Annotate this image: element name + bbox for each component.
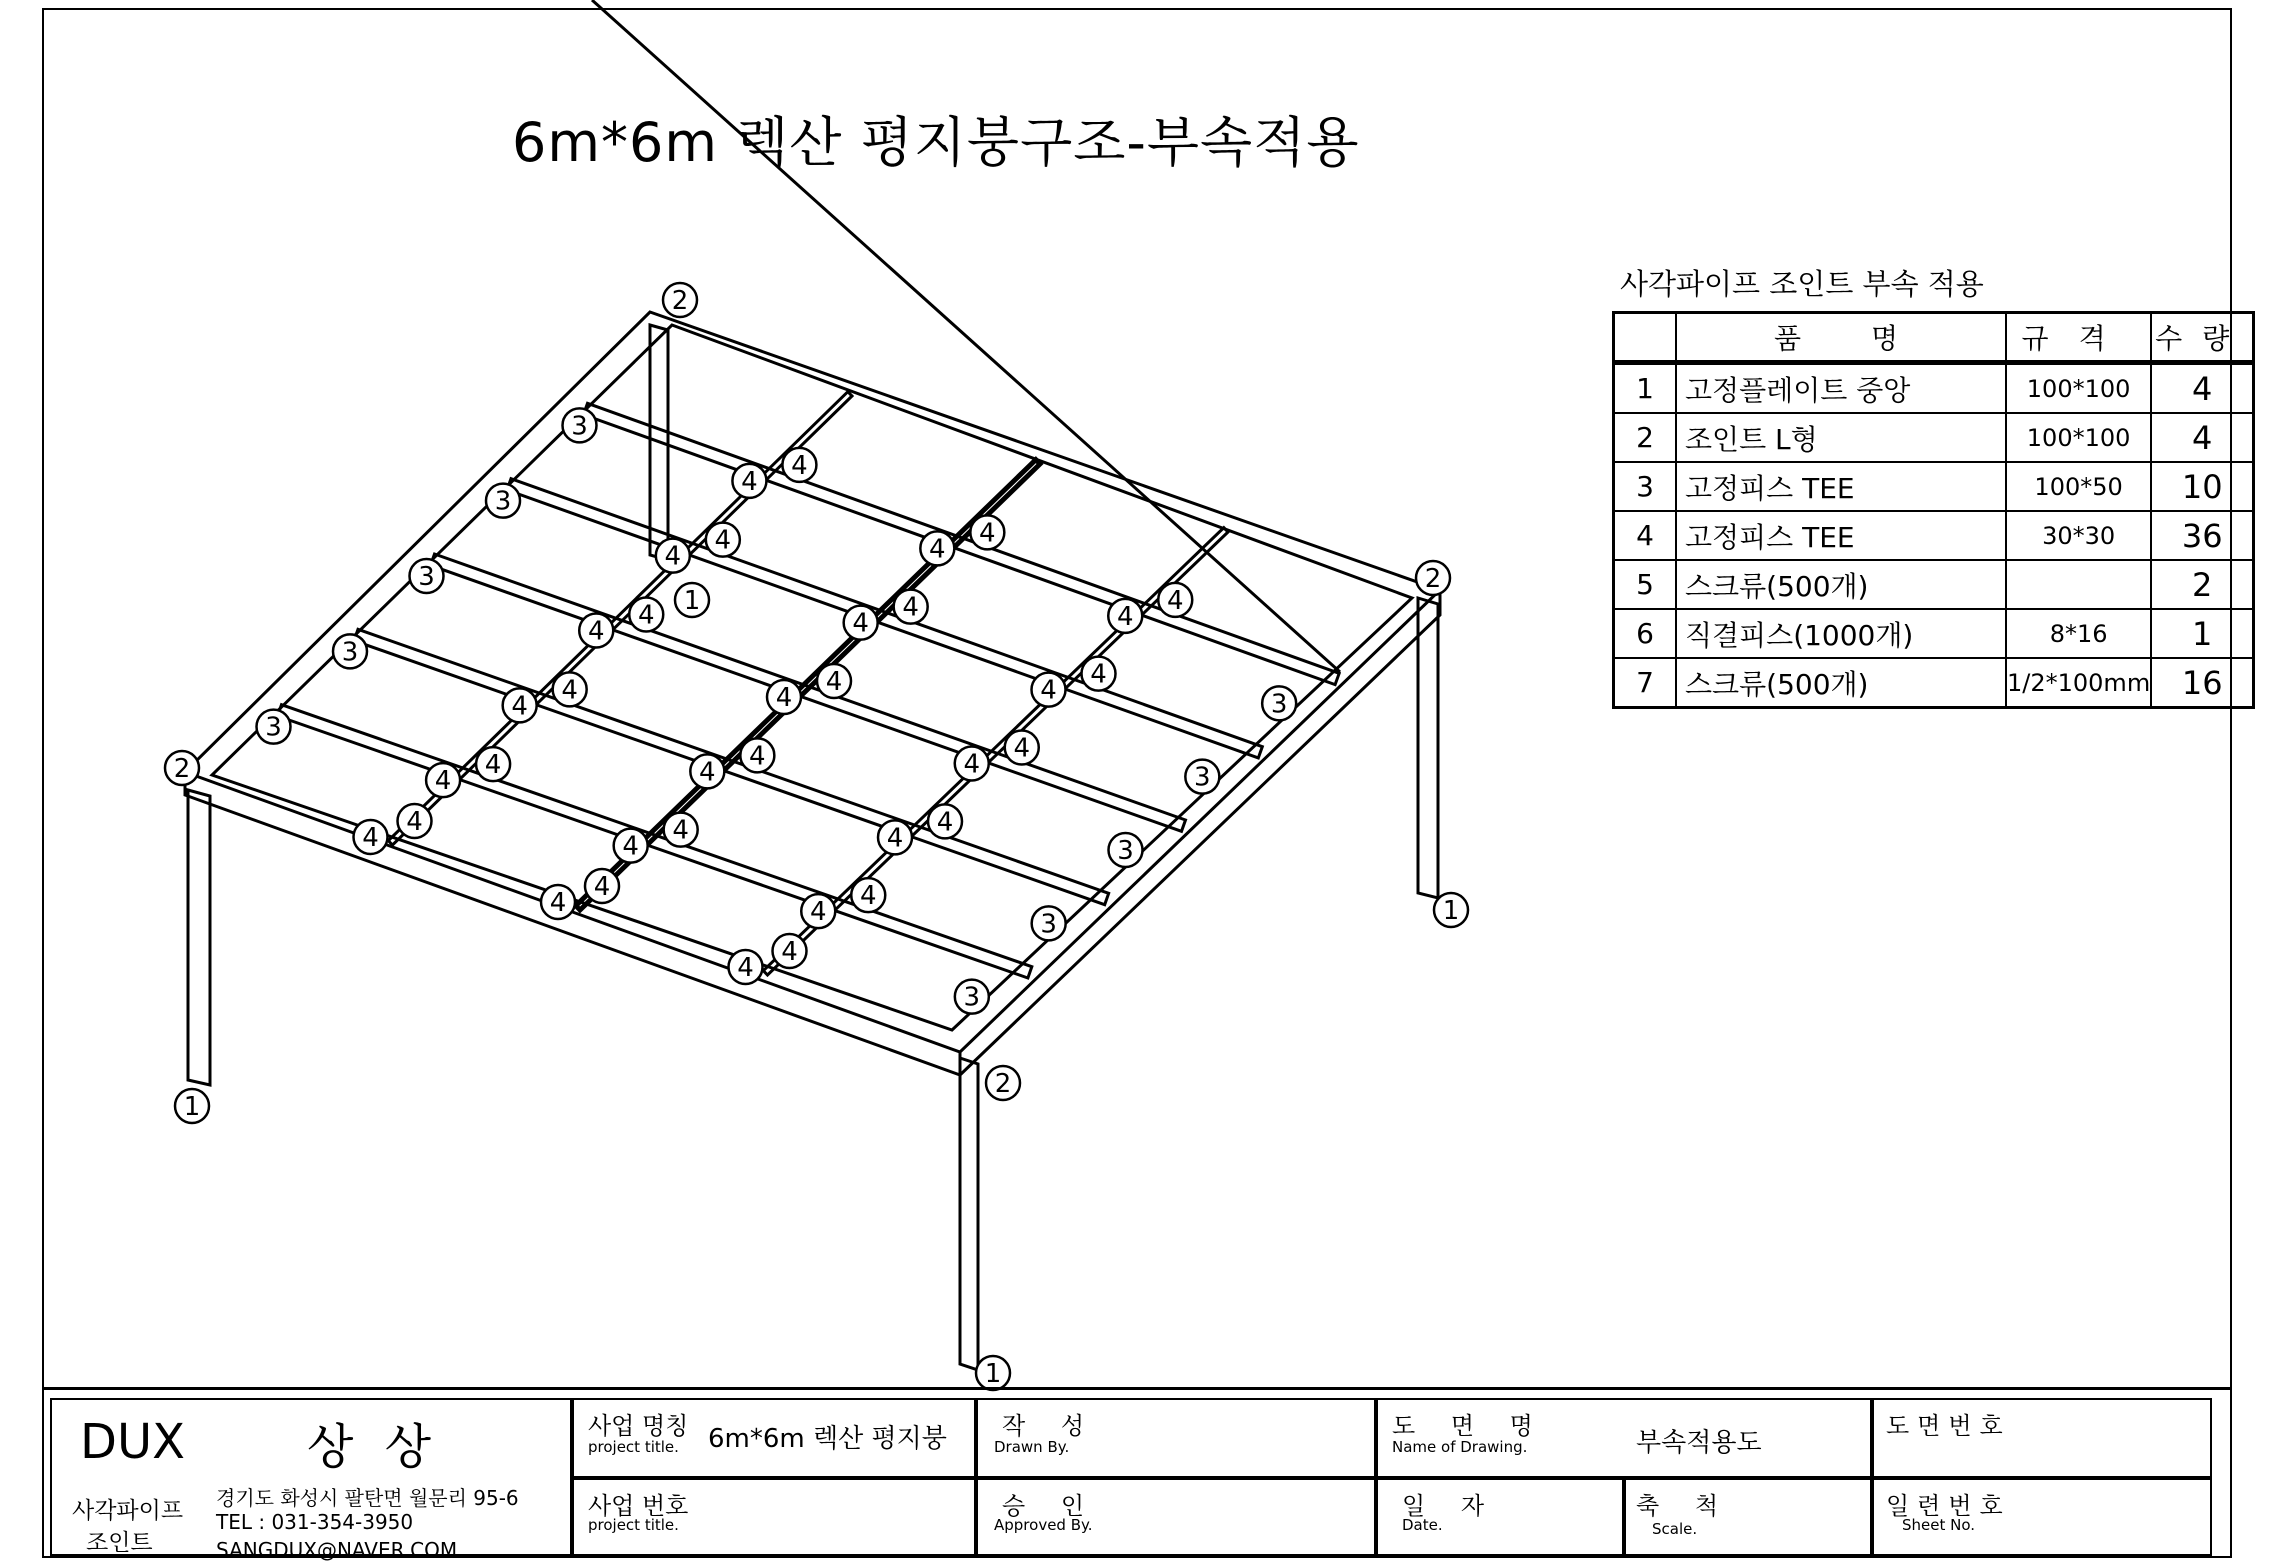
callout-tee-small xyxy=(426,763,460,797)
svg-text:4: 4 xyxy=(886,823,904,854)
svg-text:1: 1 xyxy=(183,1092,201,1122)
svg-text:4: 4 xyxy=(859,881,877,912)
svg-text:4: 4 xyxy=(561,675,578,706)
bom-name: 고정피스 TEE xyxy=(1676,462,2006,511)
bom-row xyxy=(1614,363,2254,414)
callout-corner-joint xyxy=(165,751,199,785)
product-line-1: 사각파이프 xyxy=(72,1498,184,1524)
callout-fixing-plate xyxy=(175,1089,209,1123)
svg-text:4: 4 xyxy=(825,667,843,697)
svg-text:3: 3 xyxy=(1270,689,1288,720)
callout-tee-small xyxy=(844,606,878,640)
svg-text:1: 1 xyxy=(1442,896,1460,926)
svg-text:3: 3 xyxy=(1194,762,1211,793)
callout-tee-small xyxy=(706,523,740,557)
callout-tee-small xyxy=(1082,657,1116,691)
project-title-label: 사업 명칭 xyxy=(588,1412,689,1440)
bom-row xyxy=(1614,511,2254,560)
callout-tee-small xyxy=(1108,599,1142,633)
scale-label-en: Scale. xyxy=(1652,1520,1698,1538)
callout-tee-small xyxy=(664,813,698,847)
callout-tee-small xyxy=(1032,673,1066,707)
drawing-no-label: 도면번호 xyxy=(1886,1412,2011,1440)
svg-text:4: 4 xyxy=(741,466,758,497)
drawn-by-label-en: Drawn By. xyxy=(994,1438,1070,1456)
svg-text:4: 4 xyxy=(511,691,528,722)
bom-row xyxy=(1614,462,2254,511)
drawn-by-cell xyxy=(976,1398,1376,1478)
bom-table xyxy=(1612,311,2255,709)
company-name: 상 상 xyxy=(307,1419,439,1475)
approved-by-label-en: Approved By. xyxy=(994,1516,1093,1534)
svg-text:4: 4 xyxy=(749,741,766,772)
callout-tee-main xyxy=(486,484,520,518)
callout-tee-small xyxy=(585,869,619,903)
svg-text:4: 4 xyxy=(587,616,605,647)
callout-tee-small xyxy=(767,680,801,714)
bom-no: 1 xyxy=(1614,363,1677,414)
bom-header-spec: 규격 xyxy=(2006,313,2151,363)
callout-fixing-plate xyxy=(976,1356,1010,1390)
svg-text:4: 4 xyxy=(1090,659,1107,690)
callout-tee-small xyxy=(614,829,648,863)
callout-tee-small xyxy=(690,754,724,788)
callout-tee-small xyxy=(629,598,663,632)
bom-qty: 4 xyxy=(2151,363,2254,414)
callout-tee-small xyxy=(970,515,1004,549)
svg-text:4: 4 xyxy=(434,766,452,797)
svg-text:4: 4 xyxy=(406,807,423,837)
bom-spec: 100*100 xyxy=(2006,363,2151,414)
callout-tee-small xyxy=(553,672,587,706)
svg-text:4: 4 xyxy=(1013,733,1031,764)
callout-fixing-plate xyxy=(1434,893,1468,927)
bom-header-no xyxy=(1614,313,1677,363)
svg-text:3: 3 xyxy=(265,712,282,743)
bom-header-row xyxy=(1614,313,2254,363)
sheet-no-label: 일련번호 xyxy=(1886,1492,2011,1520)
bom-spec xyxy=(2006,560,2151,609)
callout-tee-small xyxy=(894,590,928,624)
callout-tee-small xyxy=(732,464,766,498)
brand: DUX xyxy=(80,1414,185,1470)
svg-text:4: 4 xyxy=(852,608,869,639)
bom-spec: 1/2*100mm xyxy=(2006,658,2151,708)
bom-name: 조인트 L형 xyxy=(1676,413,2006,462)
callout-tee-small xyxy=(541,885,575,919)
callout-tee-small xyxy=(354,820,388,854)
title-block xyxy=(44,1387,2230,1562)
svg-text:4: 4 xyxy=(963,749,981,780)
svg-text:2: 2 xyxy=(671,286,689,316)
svg-text:4: 4 xyxy=(714,525,732,556)
bom-qty: 2 xyxy=(2151,560,2254,609)
bom-title: 사각파이프 조인트 부속 적용 xyxy=(1620,267,1984,301)
svg-text:4: 4 xyxy=(775,683,793,713)
drawing-name-label-en: Name of Drawing. xyxy=(1392,1438,1528,1456)
svg-text:1: 1 xyxy=(683,586,701,616)
svg-text:4: 4 xyxy=(362,823,379,853)
callout-corner-joint xyxy=(663,283,697,317)
approved-by-cell xyxy=(976,1478,1376,1556)
callout-tee-main xyxy=(257,710,291,744)
callout-tee-small xyxy=(729,950,763,984)
company-cell xyxy=(50,1398,572,1562)
svg-text:2: 2 xyxy=(1424,564,1442,594)
tel: TEL : 031-354-3950 xyxy=(216,1510,414,1534)
bom-no: 4 xyxy=(1614,511,1677,560)
bom-spec: 100*100 xyxy=(2006,413,2151,462)
bom-name: 고정플레이트 중앙 xyxy=(1676,363,2006,414)
sheet-no-cell xyxy=(1872,1478,2212,1556)
bom-no: 7 xyxy=(1614,658,1677,708)
scale-cell xyxy=(1624,1478,1872,1556)
callout-tee-small xyxy=(579,614,613,648)
callout-tee-small xyxy=(740,738,774,772)
product-line-2: 조인트 xyxy=(86,1530,153,1556)
svg-text:4: 4 xyxy=(737,953,754,983)
svg-text:4: 4 xyxy=(484,750,502,781)
svg-text:4: 4 xyxy=(1166,585,1184,616)
callout-tee-small xyxy=(773,934,807,968)
date-label-en: Date. xyxy=(1402,1516,1443,1534)
bom-qty: 4 xyxy=(2151,413,2254,462)
bom-header-name: 품명 xyxy=(1676,313,2006,363)
date-label: 일 자 xyxy=(1402,1492,1498,1520)
callout-tee-main xyxy=(563,408,597,442)
callout-tee-small xyxy=(801,894,835,928)
bom-qty: 10 xyxy=(2151,462,2254,511)
project-title-cell xyxy=(572,1398,976,1478)
svg-text:1: 1 xyxy=(984,1359,1002,1389)
bom-row xyxy=(1614,560,2254,609)
svg-text:4: 4 xyxy=(622,831,639,862)
drawing-name-value: 부속적용도 xyxy=(1636,1428,1762,1458)
project-no-cell xyxy=(572,1478,976,1556)
callout-tee-small xyxy=(878,820,912,854)
bom-name: 스크류(500개) xyxy=(1676,658,2006,708)
svg-text:4: 4 xyxy=(791,450,808,481)
bom-spec: 100*50 xyxy=(2006,462,2151,511)
bom-spec: 30*30 xyxy=(2006,511,2151,560)
svg-text:4: 4 xyxy=(1116,601,1134,632)
svg-text:3: 3 xyxy=(494,486,512,517)
callout-tee-small xyxy=(782,448,816,482)
address: 경기도 화성시 팔탄면 월문리 95-6 xyxy=(216,1486,519,1510)
callout-tee-small xyxy=(503,688,537,722)
svg-text:4: 4 xyxy=(664,541,682,572)
email: SANGDUX@NAVER.COM xyxy=(216,1538,458,1562)
callout-corner-joint xyxy=(986,1066,1020,1100)
callout-corner-joint xyxy=(1416,561,1450,595)
callout-tee-small xyxy=(851,878,885,912)
callout-tee-small xyxy=(1005,731,1039,765)
svg-text:3: 3 xyxy=(341,637,359,668)
project-no-label: 사업 번호 xyxy=(588,1492,689,1520)
scale-label: 축 척 xyxy=(1636,1492,1732,1520)
bom-name: 스크류(500개) xyxy=(1676,560,2006,609)
svg-text:4: 4 xyxy=(1040,675,1057,706)
bom-row xyxy=(1614,609,2254,658)
drawing-name-label: 도 면 명 xyxy=(1392,1412,1547,1440)
svg-text:2: 2 xyxy=(173,754,191,784)
callout-tee-main xyxy=(1032,906,1066,940)
bom-no: 5 xyxy=(1614,560,1677,609)
svg-text:2: 2 xyxy=(994,1069,1012,1099)
project-no-label-en: project title. xyxy=(588,1516,679,1534)
callout-tee-main xyxy=(1262,686,1296,720)
svg-text:3: 3 xyxy=(1117,836,1134,866)
drawn-by-label: 작 성 xyxy=(1002,1412,1098,1440)
project-title-value: 6m*6m 렉산 평지붕 xyxy=(708,1424,947,1454)
bom-name: 고정피스 TEE xyxy=(1676,511,2006,560)
project-title-label-en: project title. xyxy=(588,1438,679,1456)
callout-tee-main xyxy=(955,980,989,1014)
bom-qty: 36 xyxy=(2151,511,2254,560)
callout-tee-small xyxy=(920,531,954,565)
bom-qty: 1 xyxy=(2151,609,2254,658)
svg-text:3: 3 xyxy=(1040,909,1057,940)
approved-by-label: 승 인 xyxy=(1002,1492,1098,1520)
bom-header-qty: 수량 xyxy=(2151,313,2254,363)
callout-tee-small xyxy=(817,664,851,698)
svg-text:4: 4 xyxy=(672,815,689,846)
callout-tee-main xyxy=(1109,833,1143,867)
svg-text:4: 4 xyxy=(929,534,946,565)
svg-text:4: 4 xyxy=(902,592,919,623)
bom-name: 직결피스(1000개) xyxy=(1676,609,2006,658)
callout-tee-small xyxy=(1158,583,1192,617)
callout-tee-main xyxy=(333,634,367,668)
svg-text:4: 4 xyxy=(936,807,954,838)
callout-fixing-plate xyxy=(675,583,709,617)
svg-text:4: 4 xyxy=(781,937,798,967)
bom-qty: 16 xyxy=(2151,658,2254,708)
svg-text:4: 4 xyxy=(593,872,611,902)
date-cell xyxy=(1376,1478,1624,1556)
svg-text:3: 3 xyxy=(963,982,981,1013)
drawing-name-cell xyxy=(1376,1398,1872,1478)
callout-tee-small xyxy=(476,747,510,781)
drawing-title: 6m*6m 렉산 평지붕구조-부속적용 xyxy=(512,111,1360,174)
callout-tee-small xyxy=(928,804,962,838)
callout-tee-small xyxy=(955,747,989,781)
bom-no: 3 xyxy=(1614,462,1677,511)
svg-text:4: 4 xyxy=(699,757,716,788)
bom-row xyxy=(1614,658,2254,708)
callout-tee-main xyxy=(410,559,444,593)
svg-text:3: 3 xyxy=(571,411,588,442)
drawing-no-cell xyxy=(1872,1398,2212,1478)
callout-tee-main xyxy=(1185,760,1219,794)
bom-spec: 8*16 xyxy=(2006,609,2151,658)
svg-text:4: 4 xyxy=(979,518,996,549)
svg-text:4: 4 xyxy=(809,897,827,928)
callout-tee-small xyxy=(656,539,690,573)
bom-no: 6 xyxy=(1614,609,1677,658)
callout-tee-small xyxy=(398,804,432,838)
svg-text:4: 4 xyxy=(549,888,567,918)
bom-row xyxy=(1614,413,2254,462)
svg-text:4: 4 xyxy=(637,600,655,631)
bom-no: 2 xyxy=(1614,413,1677,462)
svg-text:3: 3 xyxy=(418,562,435,592)
sheet-no-label-en: Sheet No. xyxy=(1902,1516,1976,1534)
